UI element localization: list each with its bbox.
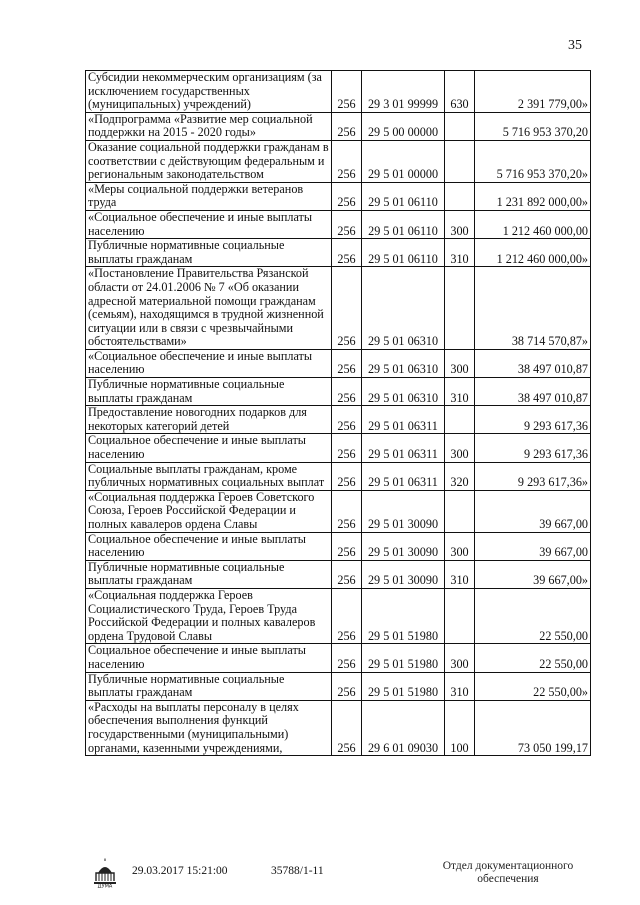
cell-csr: 29 5 00 00000	[362, 112, 445, 140]
cell-grbs: 256	[332, 532, 362, 560]
cell-name: «Расходы на выплаты персоналу в целях обеспечения выполнения функций государственными (муниципальными) органами, казенными учреждениями,	[86, 700, 332, 755]
cell-csr: 29 5 01 06110	[362, 210, 445, 238]
table-row	[86, 434, 591, 462]
footer-doc-number: 35788/1-11	[271, 865, 324, 877]
cell-sum: 1 231 892 000,00»	[475, 182, 591, 210]
cell-name: «Подпрограмма «Развитие мер социальной поддержки на 2015 - 2020 годы»	[86, 112, 332, 140]
cell-vr	[445, 490, 475, 532]
cell-csr: 29 5 01 51980	[362, 588, 445, 643]
table-row	[86, 406, 591, 434]
cell-sum: 38 497 010,87	[475, 378, 591, 406]
table-row	[86, 644, 591, 672]
cell-sum: 22 550,00»	[475, 672, 591, 700]
budget-table	[85, 70, 591, 756]
cell-vr	[445, 406, 475, 434]
table-row	[86, 349, 591, 377]
cell-grbs: 256	[332, 112, 362, 140]
page-number: 35	[568, 38, 582, 53]
cell-name: Публичные нормативные социальные выплаты гражданам	[86, 239, 332, 267]
cell-grbs: 256	[332, 210, 362, 238]
footer-department-line1: Отдел документационного	[442, 860, 574, 872]
cell-name: Публичные нормативные социальные выплаты гражданам	[86, 560, 332, 588]
table-row	[86, 267, 591, 350]
cell-grbs: 256	[332, 700, 362, 755]
cell-name: Оказание социальной поддержки гражданам в соответствии с действующим федеральным и региональным законодательством	[86, 140, 332, 182]
cell-csr: 29 6 01 09030	[362, 700, 445, 755]
cell-vr: 310	[445, 560, 475, 588]
cell-csr: 29 5 01 06311	[362, 434, 445, 462]
cell-csr: 29 5 01 51980	[362, 672, 445, 700]
cell-name: Публичные нормативные социальные выплаты гражданам	[86, 378, 332, 406]
table-row	[86, 378, 591, 406]
cell-grbs: 256	[332, 267, 362, 350]
cell-name: Социальное обеспечение и иные выплаты населению	[86, 532, 332, 560]
table-row	[86, 210, 591, 238]
cell-grbs: 256	[332, 588, 362, 643]
cell-csr: 29 5 01 00000	[362, 140, 445, 182]
cell-vr	[445, 140, 475, 182]
cell-vr: 310	[445, 672, 475, 700]
cell-grbs: 256	[332, 434, 362, 462]
table-row	[86, 700, 591, 755]
cell-grbs: 256	[332, 140, 362, 182]
cell-sum: 5 716 953 370,20»	[475, 140, 591, 182]
budget-table-body	[86, 71, 591, 756]
cell-grbs: 256	[332, 406, 362, 434]
footer-department-line2: обеспечения	[477, 873, 539, 885]
cell-name: Публичные нормативные социальные выплаты гражданам	[86, 672, 332, 700]
table-row	[86, 112, 591, 140]
cell-vr: 630	[445, 71, 475, 113]
cell-sum: 22 550,00	[475, 644, 591, 672]
footer-department	[428, 860, 588, 886]
cell-sum: 9 293 617,36»	[475, 462, 591, 490]
cell-csr: 29 5 01 06310	[362, 349, 445, 377]
cell-sum: 5 716 953 370,20	[475, 112, 591, 140]
cell-csr: 29 5 01 30090	[362, 532, 445, 560]
cell-csr: 29 5 01 06310	[362, 267, 445, 350]
table-row	[86, 182, 591, 210]
cell-vr: 300	[445, 434, 475, 462]
cell-name: Социальные выплаты гражданам, кроме публичных нормативных социальных выплат	[86, 462, 332, 490]
cell-csr: 29 5 01 06310	[362, 378, 445, 406]
table-row	[86, 490, 591, 532]
table-row	[86, 140, 591, 182]
cell-csr: 29 5 01 51980	[362, 644, 445, 672]
table-row	[86, 239, 591, 267]
cell-sum: 22 550,00	[475, 588, 591, 643]
cell-grbs: 256	[332, 182, 362, 210]
cell-name: Социальное обеспечение и иные выплаты населению	[86, 434, 332, 462]
table-row	[86, 532, 591, 560]
cell-grbs: 256	[332, 239, 362, 267]
table-row	[86, 71, 591, 113]
cell-csr: 29 5 01 06110	[362, 239, 445, 267]
duma-logo-icon	[90, 858, 120, 888]
cell-sum: 1 212 460 000,00»	[475, 239, 591, 267]
cell-grbs: 256	[332, 462, 362, 490]
table-row	[86, 560, 591, 588]
cell-grbs: 256	[332, 560, 362, 588]
cell-grbs: 256	[332, 71, 362, 113]
cell-name: «Меры социальной поддержки ветеранов труда	[86, 182, 332, 210]
cell-grbs: 256	[332, 490, 362, 532]
cell-grbs: 256	[332, 644, 362, 672]
cell-sum: 2 391 779,00»	[475, 71, 591, 113]
cell-vr: 310	[445, 378, 475, 406]
cell-sum: 1 212 460 000,00	[475, 210, 591, 238]
cell-sum: 73 050 199,17	[475, 700, 591, 755]
cell-sum: 39 667,00	[475, 490, 591, 532]
cell-vr: 100	[445, 700, 475, 755]
cell-name: «Постановление Правительства Рязанской области от 24.01.2006 № 7 «Об оказании адресной материальной помощи гражданам (семьям), находящимся в трудной жизненной ситуации или в связи с чрезвычайными обстоятельствами»	[86, 267, 332, 350]
table-row	[86, 462, 591, 490]
cell-vr: 300	[445, 349, 475, 377]
cell-name: «Социальная поддержка Героев Социалистического Труда, Героев Труда Российской Федерации и полных кавалеров ордена Трудовой Славы	[86, 588, 332, 643]
cell-name: «Социальное обеспечение и иные выплаты населению	[86, 349, 332, 377]
table-row	[86, 588, 591, 643]
cell-vr: 300	[445, 644, 475, 672]
cell-vr: 310	[445, 239, 475, 267]
cell-vr	[445, 588, 475, 643]
cell-csr: 29 3 01 99999	[362, 71, 445, 113]
cell-vr	[445, 112, 475, 140]
cell-grbs: 256	[332, 672, 362, 700]
cell-sum: 39 667,00	[475, 532, 591, 560]
cell-csr: 29 5 01 06110	[362, 182, 445, 210]
cell-csr: 29 5 01 06311	[362, 462, 445, 490]
cell-vr: 320	[445, 462, 475, 490]
footer-date: 29.03.2017 15:21:00	[132, 865, 228, 877]
logo-text: ДУМА	[97, 883, 113, 888]
cell-csr: 29 5 01 06311	[362, 406, 445, 434]
cell-sum: 9 293 617,36	[475, 434, 591, 462]
cell-name: Субсидии некоммерческим организациям (за исключением государственных (муниципальных) учреждений)	[86, 71, 332, 113]
cell-vr	[445, 182, 475, 210]
cell-sum: 38 497 010,87	[475, 349, 591, 377]
cell-grbs: 256	[332, 378, 362, 406]
cell-name: Социальное обеспечение и иные выплаты населению	[86, 644, 332, 672]
cell-vr	[445, 267, 475, 350]
cell-name: Предоставление новогодних подарков для некоторых категорий детей	[86, 406, 332, 434]
cell-csr: 29 5 01 30090	[362, 560, 445, 588]
cell-vr: 300	[445, 210, 475, 238]
cell-sum: 38 714 570,87»	[475, 267, 591, 350]
cell-sum: 39 667,00»	[475, 560, 591, 588]
cell-grbs: 256	[332, 349, 362, 377]
cell-sum: 9 293 617,36	[475, 406, 591, 434]
table-row	[86, 672, 591, 700]
cell-csr: 29 5 01 30090	[362, 490, 445, 532]
cell-name: «Социальное обеспечение и иные выплаты населению	[86, 210, 332, 238]
cell-vr: 300	[445, 532, 475, 560]
cell-name: «Социальная поддержка Героев Советского Союза, Героев Российской Федерации и полных кавалеров ордена Славы	[86, 490, 332, 532]
